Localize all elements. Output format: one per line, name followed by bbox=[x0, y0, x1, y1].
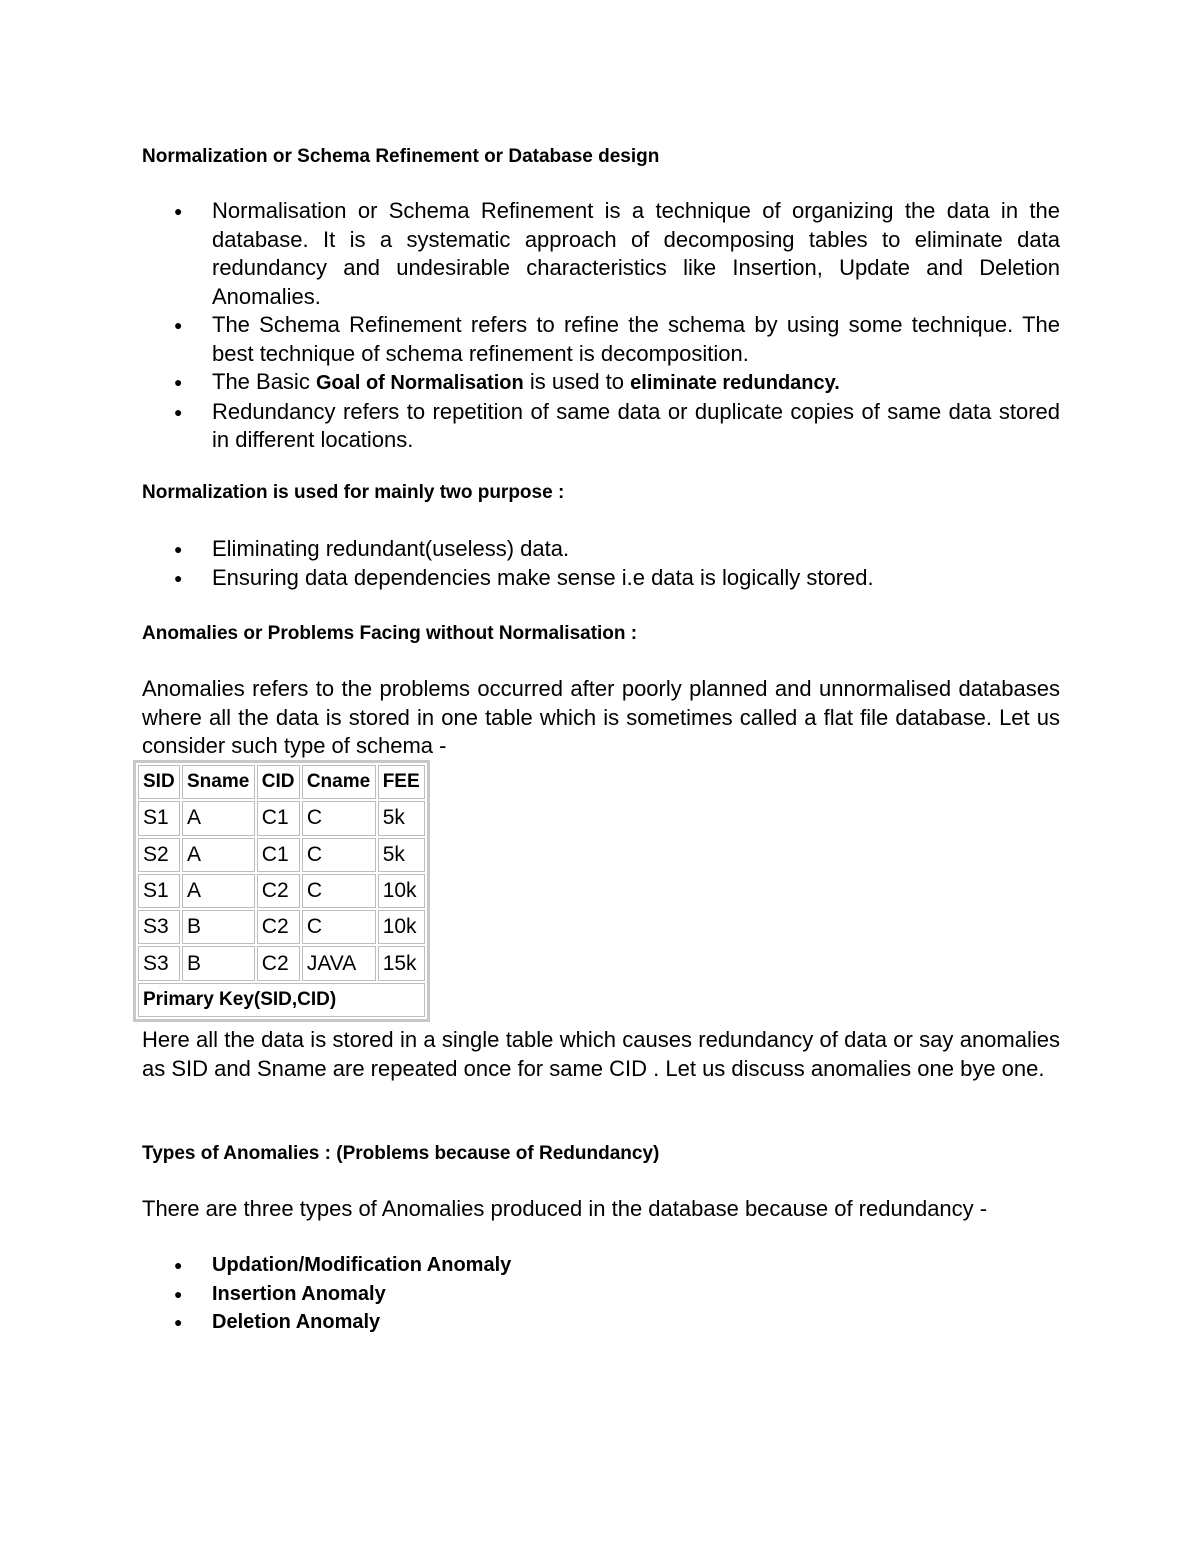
purpose-bullet-list bbox=[0, 535, 1060, 592]
bullet-icon bbox=[174, 535, 182, 564]
types-intro-paragraph: There are three types of Anomalies produced in the database because of redundancy - bbox=[142, 1196, 988, 1221]
table-cell: C bbox=[302, 874, 376, 908]
table-row bbox=[138, 910, 425, 944]
list-item bbox=[0, 1251, 1060, 1280]
table-cell: 15k bbox=[378, 946, 425, 980]
anomaly-types-list bbox=[0, 1251, 1060, 1337]
table-cell: C2 bbox=[257, 910, 300, 944]
schema-table bbox=[136, 763, 427, 1019]
list-item-text: Updation/Modification Anomaly bbox=[212, 1254, 512, 1276]
table-footer-row bbox=[138, 983, 425, 1017]
bullet-icon bbox=[174, 197, 182, 226]
schema-table-frame bbox=[133, 760, 430, 1022]
goal-middle: is used to bbox=[523, 369, 631, 394]
list-item bbox=[0, 535, 1060, 564]
table-cell: S3 bbox=[138, 910, 180, 944]
redundancy-explanation-paragraph: Here all the data is stored in a single table which causes redundancy of data or say anomalies as SID and Sname are repeated once for same CID . Let us discuss anomalies one bye one. bbox=[142, 1027, 1060, 1081]
table-cell: JAVA bbox=[302, 946, 376, 980]
table-cell: 5k bbox=[378, 801, 425, 835]
bullet-icon bbox=[174, 1308, 182, 1337]
section-title-types-of-anomalies: Types of Anomalies : (Problems because of Redundancy) bbox=[142, 1143, 660, 1164]
table-row bbox=[138, 838, 425, 872]
list-item-text: Normalisation or Schema Refinement is a technique of organizing the data in the database. It is a systematic approach of decomposing tables to eliminate data redundancy and undesirable characteristics like Insertion, Update and Deletion Anomalies. bbox=[212, 198, 1060, 309]
list-item-text: Eliminating redundant(useless) data. bbox=[212, 536, 570, 561]
table-cell: A bbox=[182, 838, 255, 872]
section-title-purpose: Normalization is used for mainly two purpose : bbox=[142, 482, 565, 503]
table-cell: C2 bbox=[257, 946, 300, 980]
table-row bbox=[138, 946, 425, 980]
table-cell: B bbox=[182, 910, 255, 944]
table-cell: 10k bbox=[378, 874, 425, 908]
column-header: CID bbox=[257, 765, 300, 799]
section-title-anomalies: Anomalies or Problems Facing without Normalisation : bbox=[142, 623, 638, 644]
list-item bbox=[0, 368, 1060, 398]
column-header: FEE bbox=[378, 765, 425, 799]
bullet-icon bbox=[174, 398, 182, 427]
table-cell: C1 bbox=[257, 838, 300, 872]
column-header: Sname bbox=[182, 765, 255, 799]
table-cell: C bbox=[302, 910, 376, 944]
list-item bbox=[0, 564, 1060, 593]
column-header: Cname bbox=[302, 765, 376, 799]
table-cell: A bbox=[182, 874, 255, 908]
bullet-icon bbox=[174, 368, 182, 397]
bullet-icon bbox=[174, 1251, 182, 1280]
bullet-icon bbox=[174, 1280, 182, 1309]
list-item-text: The Schema Refinement refers to refine the schema by using some technique. The best technique of schema refinement is decomposition. bbox=[212, 312, 1060, 366]
table-cell: S3 bbox=[138, 946, 180, 980]
list-item bbox=[0, 398, 1060, 455]
column-header: SID bbox=[138, 765, 180, 799]
table-cell: S2 bbox=[138, 838, 180, 872]
table-cell: C bbox=[302, 838, 376, 872]
table-cell: S1 bbox=[138, 874, 180, 908]
table-row bbox=[138, 801, 425, 835]
list-item-text: Insertion Anomaly bbox=[212, 1282, 386, 1305]
normalization-bullet-list bbox=[0, 197, 1060, 455]
list-item bbox=[0, 197, 1060, 311]
list-item-text: Ensuring data dependencies make sense i.e data is logically stored. bbox=[212, 564, 874, 590]
anomalies-intro-paragraph: Anomalies refers to the problems occurred after poorly planned and unnormalised databases where all the data is stored in one table which is sometimes called a flat file database. Let us consider such type of schema - bbox=[142, 676, 1060, 758]
table-cell: 5k bbox=[378, 838, 425, 872]
primary-key-note: Primary Key(SID,CID) bbox=[138, 983, 425, 1017]
table-cell: B bbox=[182, 946, 255, 980]
bullet-icon bbox=[174, 311, 182, 340]
goal-prefix: The Basic bbox=[212, 369, 316, 394]
list-item bbox=[0, 311, 1060, 368]
list-item bbox=[0, 1308, 1060, 1337]
section-title-normalization: Normalization or Schema Refinement or Database design bbox=[142, 146, 660, 167]
goal-emphasis: Goal of Normalisation bbox=[315, 372, 524, 394]
table-cell: S1 bbox=[138, 801, 180, 835]
table-cell: C bbox=[302, 801, 376, 835]
list-item-text: Redundancy refers to repetition of same data or duplicate copies of same data stored in different locations. bbox=[212, 398, 1060, 452]
table-cell: C1 bbox=[257, 801, 300, 835]
table-cell: 10k bbox=[378, 910, 425, 944]
table-header-row bbox=[138, 765, 425, 799]
list-item-text: Deletion Anomaly bbox=[212, 1311, 381, 1333]
list-item bbox=[0, 1280, 1060, 1309]
bullet-icon bbox=[174, 564, 182, 593]
table-cell: C2 bbox=[257, 874, 300, 908]
table-cell: A bbox=[182, 801, 255, 835]
goal-target: eliminate redundancy. bbox=[630, 372, 840, 394]
table-row bbox=[138, 874, 425, 908]
